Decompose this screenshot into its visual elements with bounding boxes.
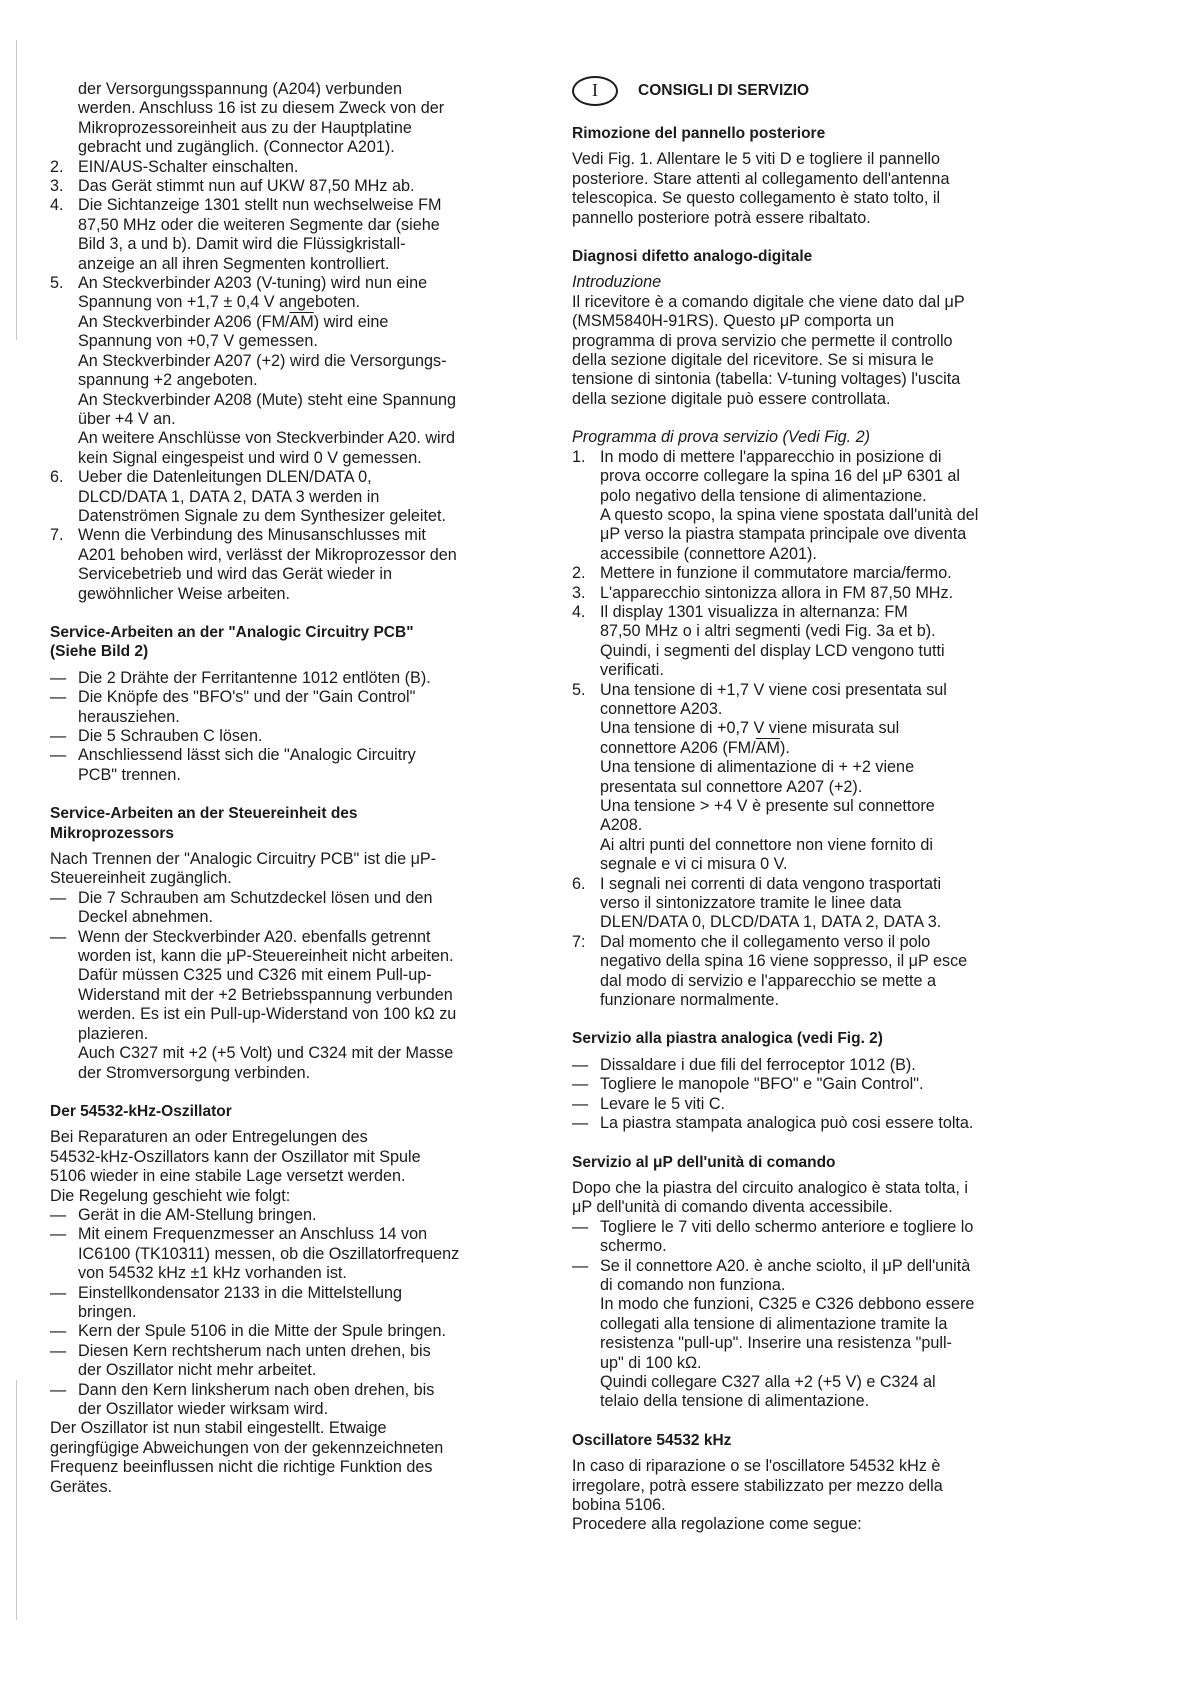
text-line: verso il sintonizzatore tramite le linee data — [600, 894, 902, 913]
scan-edge-mark — [16, 40, 17, 340]
text-line: Widerstand mit der +2 Betriebsspannung verbunden — [78, 985, 453, 1004]
list-item: — Die 5 Schrauben C lösen. — [50, 727, 530, 746]
text-line: bringen. — [78, 1302, 137, 1321]
text-line: accessibile (connettore A201). — [600, 544, 817, 563]
list-item: — Togliere le 7 viti dello schermo anteriore e togliere lo schermo. — [572, 1218, 1047, 1257]
language-badge-icon: I — [572, 76, 618, 106]
text-line: Datenströmen Signale zu dem Synthesizer geleitet. — [78, 506, 447, 525]
step-number: 1. — [572, 447, 586, 466]
step-number: 5. — [572, 680, 586, 699]
text-line: spannung +2 angeboten. — [78, 371, 258, 390]
step-number: 6. — [572, 874, 586, 893]
section-title — [572, 76, 1047, 106]
text-line: Dal momento che il collegamento verso il polo — [600, 932, 931, 951]
text-line: telescopica. Se questo collegamento è stato tolto, il — [572, 189, 941, 208]
text-line: (MSM5840H-91RS). Questo μP comporta un — [572, 312, 895, 331]
list-item: — Togliere le manopole "BFO" e "Gain Control". — [572, 1075, 1047, 1094]
text-line: 87,50 MHz oder die weiteren Segmente dar (siehe — [78, 215, 440, 234]
page-title: CONSIGLI DI SERVIZIO — [638, 82, 810, 100]
step-number: 3. — [50, 177, 64, 196]
text-line: Wenn die Verbindung des Minusanschlusses mit — [78, 526, 426, 545]
text-line: An Steckverbinder A208 (Mute) steht eine Spannung — [78, 390, 456, 409]
step-3 — [572, 584, 1047, 603]
text-line: segnale e vi ci misura 0 V. — [600, 855, 788, 874]
text-line: Una tensione di alimentazione di + +2 viene — [600, 758, 915, 777]
text-line: Il display 1301 visualizza in alternanza: FM — [600, 602, 908, 621]
text-line: della sezione digitale del ricevitore. Se si misura le — [572, 351, 934, 370]
text-line: In modo di mettere l'apparecchio in posizione di — [600, 447, 942, 466]
text-fragment: An Steckverbinder A206 (FM/ — [78, 312, 290, 331]
text-line: Una tensione > +4 V è presente sul connettore — [600, 797, 935, 815]
text-line: Anschliessend lässt sich die "Analogic Circuitry — [78, 746, 416, 765]
list-item: — Die 2 Drähte der Ferritantenne 1012 entlöten (B). — [50, 669, 530, 688]
text-line: Die 7 Schrauben am Schutzdeckel lösen und den — [78, 888, 433, 907]
text-line: Procedere alla regolazione come segue: — [572, 1515, 862, 1534]
text-line: Mit einem Frequenzmesser an Anschluss 14 von — [78, 1225, 428, 1244]
step-number: 6. — [50, 468, 64, 487]
section-heading: Oscillatore 54532 kHz — [572, 1431, 732, 1449]
text-line: worden ist, kann die μP-Steuereinheit nicht arbeiten. — [78, 947, 454, 966]
text-line: Spannung von +0,7 V gemessen. — [78, 332, 318, 351]
text-line: μP verso la piastra stampata principale ove diventa — [600, 525, 967, 544]
section-heading: (Siehe Bild 2) — [50, 643, 149, 661]
text-line: kein Signal eingespeist und wird 0 V gemessen. — [78, 448, 422, 467]
text-line: schermo. — [600, 1237, 667, 1256]
list-item: — Dann den Kern linksherum nach oben drehen, bis der Oszillator wieder wirksam wird. — [50, 1381, 530, 1420]
text-line: Die Regelung geschieht wie folgt: — [50, 1186, 291, 1205]
text-line: gebracht und zugänglich. (Connector A201). — [78, 138, 395, 157]
list-item: — Se il connettore A20. è anche sciolto, il μP dell'unità di comando non funziona. In modo che funzioni, C325 e C326 debbono essere collegati alla tensione di alimentazione tramite la resistenza "pull-up". Inserire una resistenza "pull- up" di 100 kΩ. Quindi collegare C327 alla +2 (+5 V) e C324 al telaio della tensione di alimentazione. — [572, 1257, 1047, 1412]
intro-paragraph — [50, 80, 530, 158]
text-line: pannello posteriore potrà essere ribaltato. — [572, 208, 871, 227]
text-line: Bei Reparaturen an oder Entregelungen des — [50, 1128, 368, 1147]
section-heading: Rimozione del pannello posteriore — [572, 125, 826, 142]
text-line: Ai altri punti del connettore non viene fornito di — [600, 835, 933, 854]
text-line: Quindi collegare C327 alla +2 (+5 V) e C324 al — [600, 1372, 936, 1391]
text-line: Se il connettore A20. è anche sciolto, il μP dell'unità — [600, 1256, 971, 1275]
text-line: der Oszillator nicht mehr arbeitet. — [78, 1361, 317, 1380]
text-line: Dafür müssen C325 und C326 mit einem Pull-up- — [78, 966, 432, 985]
text-line: A questo scopo, la spina viene spostata dall'unità del — [600, 505, 979, 524]
subheading: Programma di prova servizio (Vedi Fig. 2) — [572, 428, 871, 447]
text-line: connettore A203. — [600, 699, 723, 718]
section-heading: Service-Arbeiten an der "Analogic Circuitry PCB" — [50, 623, 414, 641]
text-line: anzeige an all ihren Segmenten kontrolliert. — [78, 254, 390, 273]
text-line: irregolare, potrà essere stabilizzato per mezzo della — [572, 1476, 943, 1495]
text-line: werden. Anschluss 16 ist zu diesem Zweck von der — [78, 99, 445, 118]
text-line: della sezione digitale può essere controllata. — [572, 389, 891, 408]
list-item: — Diesen Kern rechtsherum nach unten drehen, bis der Oszillator nicht mehr arbeitet. — [50, 1342, 530, 1381]
text-line: 54532-kHz-Oszillators kann der Oszillator mit Spule — [50, 1147, 421, 1166]
text-line: über +4 V an. — [78, 409, 176, 428]
text-line: DLCD/DATA 1, DATA 2, DATA 3 werden in — [78, 487, 380, 506]
text-line: 87,50 MHz o i altri segmenti (vedi Fig. 3a et b). — [600, 622, 936, 641]
text-line: bobina 5106. — [572, 1496, 666, 1514]
list-item: — Wenn der Steckverbinder A20. ebenfalls getrennt worden ist, kann die μP-Steuereinheit nicht arbeiten. Dafür müssen C325 und C326 mit einem Pull-up- Widerstand mit der +2 Betriebsspannung verbunden werden. Es ist ein Pull-up-Widerstand von 100 kΩ zu plazieren. Auch C327 mit +2 (+5 Volt) und C324 mit der Masse der Stromversorgung verbinden. — [50, 928, 530, 1083]
text-line: In modo che funzioni, C325 e C326 debbono essere — [600, 1295, 975, 1314]
step-7 — [572, 933, 1047, 1011]
text-line: telaio della tensione di alimentazione. — [600, 1392, 870, 1411]
section-heading: Servizio al μP dell'unità di comando — [572, 1153, 836, 1171]
text-line: I segnali nei correnti di data vengono trasportati — [600, 874, 942, 893]
text-line: Der Oszillator ist nun stabil eingestellt. Etwaige — [50, 1419, 387, 1438]
text-line: A201 behoben wird, verlässt der Mikroprozessor den — [78, 545, 457, 564]
text-line: di comando non funziona. — [600, 1275, 786, 1294]
text-line: IC6100 (TK10311) messen, ob die Oszillatorfrequenz — [78, 1244, 460, 1263]
text-line: Auch C327 mit +2 (+5 Volt) und C324 mit der Masse — [78, 1044, 454, 1063]
text-line: La piastra stampata analogica può cosi essere tolta. — [600, 1114, 974, 1133]
text-line: Einstellkondensator 2133 in die Mittelstellung — [78, 1283, 402, 1302]
text-line: An Steckverbinder A207 (+2) wird die Versorgungs- — [78, 351, 447, 370]
text-line: Frequenz beeinflussen nicht die richtige Funktion des — [50, 1458, 433, 1477]
text-line: Dissaldare i due fili del ferroceptor 1012 (B). — [600, 1055, 916, 1074]
text-line: tensione di sintonia (tabella: V-tuning voltages) l'uscita — [572, 370, 961, 389]
text-line: Il ricevitore è a comando digitale che viene dato dal μP — [572, 292, 965, 311]
text-line: programma di prova servizio che permette il controllo — [572, 331, 953, 350]
text-line: Steuereinheit zugänglich. — [50, 869, 232, 888]
text-line: Quindi, i segmenti del display LCD vengono tutti — [600, 641, 945, 660]
step-7 — [50, 526, 530, 604]
step-4 — [50, 196, 530, 274]
step-number: 5. — [50, 274, 64, 293]
text-fragment: ) wird eine — [313, 312, 389, 331]
text-line: EIN/AUS-Schalter einschalten. — [78, 157, 299, 176]
step-2 — [572, 564, 1047, 583]
list-item: — Anschliessend lässt sich die "Analogic Circuitry PCB" trennen. — [50, 746, 530, 785]
text-line: der Stromversorgung verbinden. — [78, 1063, 311, 1082]
text-line: geringfügige Abweichungen von der gekennzeichneten — [50, 1438, 444, 1457]
text-line: der Versorgungsspannung (A204) verbunden — [78, 80, 402, 98]
text-line: der Oszillator wieder wirksam wird. — [78, 1400, 329, 1418]
section-heading: Service-Arbeiten an der Steuereinheit des — [50, 805, 358, 823]
text-line: Una tensione di +0,7 V viene misurata sul — [600, 719, 900, 738]
step-5 — [50, 274, 530, 468]
section-heading: Mikroprozessors — [50, 824, 175, 842]
text-line — [600, 739, 1047, 758]
text-line: Dann den Kern linksherum nach oben drehen, bis — [78, 1380, 435, 1399]
text-line: Spannung von +1,7 ± 0,4 V angeboten. — [78, 293, 361, 312]
text-line: Vedi Fig. 1. Allentare le 5 viti D e togliere il pannello — [572, 150, 941, 169]
subheading: Introduzione — [572, 273, 662, 292]
text-line: A208. — [600, 816, 643, 835]
list-item: — Gerät in die AM-Stellung bringen. — [50, 1206, 530, 1225]
text-line: polo negativo della tensione di alimentazione. — [600, 486, 927, 505]
italian-column — [572, 80, 1047, 1535]
step-4 — [572, 603, 1047, 681]
text-line: Gerät in die AM-Stellung bringen. — [78, 1205, 317, 1224]
text-line: gewöhnlicher Weise arbeiten. — [78, 584, 291, 603]
list-item: — Dissaldare i due fili del ferroceptor 1012 (B). — [572, 1056, 1047, 1075]
text-line: Kern der Spule 5106 in die Mitte der Spule bringen. — [78, 1322, 447, 1341]
text-line: plazieren. — [78, 1024, 149, 1043]
list-item: — Mit einem Frequenzmesser an Anschluss 14 von IC6100 (TK10311) messen, ob die Oszillatorfrequenz von 54532 kHz ±1 kHz vorhanden ist. — [50, 1225, 530, 1283]
text-line: verificati. — [600, 661, 664, 680]
list-item: — Die 7 Schrauben am Schutzdeckel lösen und den Deckel abnehmen. — [50, 889, 530, 928]
overline-am: $\overline{AM}$ — [755, 738, 780, 757]
overline-am: $\overline{AM}$ — [289, 312, 314, 331]
text-line: Servicebetrieb und wird das Gerät wieder in — [78, 565, 393, 584]
step-6 — [572, 875, 1047, 933]
section-heading: Diagnosi difetto analogo-digitale — [572, 248, 813, 266]
text-line: up" di 100 kΩ. — [600, 1353, 702, 1372]
text-line: Togliere le manopole "BFO" e "Gain Control". — [600, 1075, 924, 1094]
step-6 — [50, 468, 530, 526]
text-line: Die 5 Schrauben C lösen. — [78, 727, 263, 745]
text-line: werden. Es ist ein Pull-up-Widerstand von 100 kΩ zu — [78, 1005, 457, 1024]
text-line: Mikroprozessoreinheit aus zu der Hauptplatine — [78, 118, 412, 137]
step-number: 7. — [50, 526, 64, 545]
text-line: Diesen Kern rechtsherum nach unten drehen, bis — [78, 1341, 431, 1360]
text-fragment: connettore A206 (FM/ — [600, 738, 756, 757]
text-line: Die Sichtanzeige 1301 stellt nun wechselweise FM — [78, 196, 442, 215]
step-3 — [50, 177, 530, 196]
text-line: Levare le 5 viti C. — [600, 1094, 726, 1113]
text-line: Una tensione di +1,7 V viene cosi presentata sul — [600, 680, 947, 699]
list-item: — Die Knöpfe des "BFO's" und der "Gain Control" herausziehen. — [50, 688, 530, 727]
text-line: Dopo che la piastra del circuito analogico è stata tolta, i — [572, 1178, 968, 1197]
text-line: Mettere in funzione il commutatore marcia/fermo. — [600, 564, 952, 583]
section-heading: Servizio alla piastra analogica (vedi Fig. 2) — [572, 1030, 883, 1048]
text-line: Gerätes. — [50, 1477, 113, 1496]
section-heading: Der 54532-kHz-Oszillator — [50, 1102, 232, 1120]
text-line: An weitere Anschlüsse von Steckverbinder A20. wird — [78, 429, 456, 448]
german-column — [50, 80, 530, 1497]
text-line: dal modo di servizio e l'apparecchio se mette a — [600, 971, 937, 990]
text-line: collegati alla tensione di alimentazione tramite la — [600, 1314, 948, 1333]
text-line: μP dell'unità di comando diventa accessibile. — [572, 1198, 893, 1217]
text-line: von 54532 kHz ±1 kHz vorhanden ist. — [78, 1264, 347, 1283]
step-number: 2. — [572, 564, 586, 583]
text-line: herausziehen. — [78, 707, 180, 726]
text-line: PCB" trennen. — [78, 765, 181, 784]
list-item: — Levare le 5 viti C. — [572, 1095, 1047, 1114]
list-item: — Einstellkondensator 2133 in die Mittelstellung bringen. — [50, 1284, 530, 1323]
text-line: resistenza "pull-up". Inserire una resistenza "pull- — [600, 1334, 952, 1353]
step-number: 3. — [572, 583, 586, 602]
text-fragment: ). — [779, 738, 790, 757]
step-number: 7: — [572, 932, 586, 951]
scan-edge-mark — [16, 1380, 17, 1620]
text-line: funzionare normalmente. — [600, 991, 780, 1010]
text-line: posteriore. Stare attenti al collegamento dell'antenna — [572, 169, 950, 188]
text-line: An Steckverbinder A203 (V-tuning) wird nun eine — [78, 274, 428, 293]
list-item: — Kern der Spule 5106 in die Mitte der Spule bringen. — [50, 1322, 530, 1341]
text-line: Die 2 Drähte der Ferritantenne 1012 entlöten (B). — [78, 668, 431, 687]
text-line: Wenn der Steckverbinder A20. ebenfalls getrennt — [78, 927, 431, 946]
step-number: 4. — [50, 196, 64, 215]
text-line: negativo della spina 16 viene soppresso, il μP esce — [600, 952, 968, 971]
text-line: 5106 wieder in eine stabile Lage versetzt werden. — [50, 1167, 406, 1186]
text-line — [78, 313, 530, 332]
text-line: Die Knöpfe des "BFO's" und der "Gain Control" — [78, 688, 416, 707]
text-line: DLEN/DATA 0, DLCD/DATA 1, DATA 2, DATA 3. — [600, 913, 942, 932]
step-1 — [572, 448, 1047, 564]
text-line: In caso di riparazione o se l'oscillatore 54532 kHz è — [572, 1457, 941, 1476]
step-number: 2. — [50, 157, 64, 176]
text-line: Nach Trennen der "Analogic Circuitry PCB" ist die μP- — [50, 850, 437, 869]
step-5 — [572, 681, 1047, 875]
step-2 — [50, 158, 530, 177]
text-line: prova occorre collegare la spina 16 del μP 6301 al — [600, 467, 960, 486]
step-number: 4. — [572, 602, 586, 621]
text-line: Ueber die Datenleitungen DLEN/DATA 0, — [78, 468, 372, 487]
text-line: Togliere le 7 viti dello schermo anteriore e togliere lo — [600, 1217, 974, 1236]
text-line: Bild 3, a und b). Damit wird die Flüssigkristall- — [78, 235, 406, 254]
text-line: presentata sul connettore A207 (+2). — [600, 777, 863, 796]
text-line: Das Gerät stimmt nun auf UKW 87,50 MHz ab. — [78, 177, 415, 196]
text-line: L'apparecchio sintonizza allora in FM 87,50 MHz. — [600, 583, 954, 602]
list-item: — La piastra stampata analogica può cosi essere tolta. — [572, 1114, 1047, 1133]
text-line: Deckel abnehmen. — [78, 908, 213, 927]
